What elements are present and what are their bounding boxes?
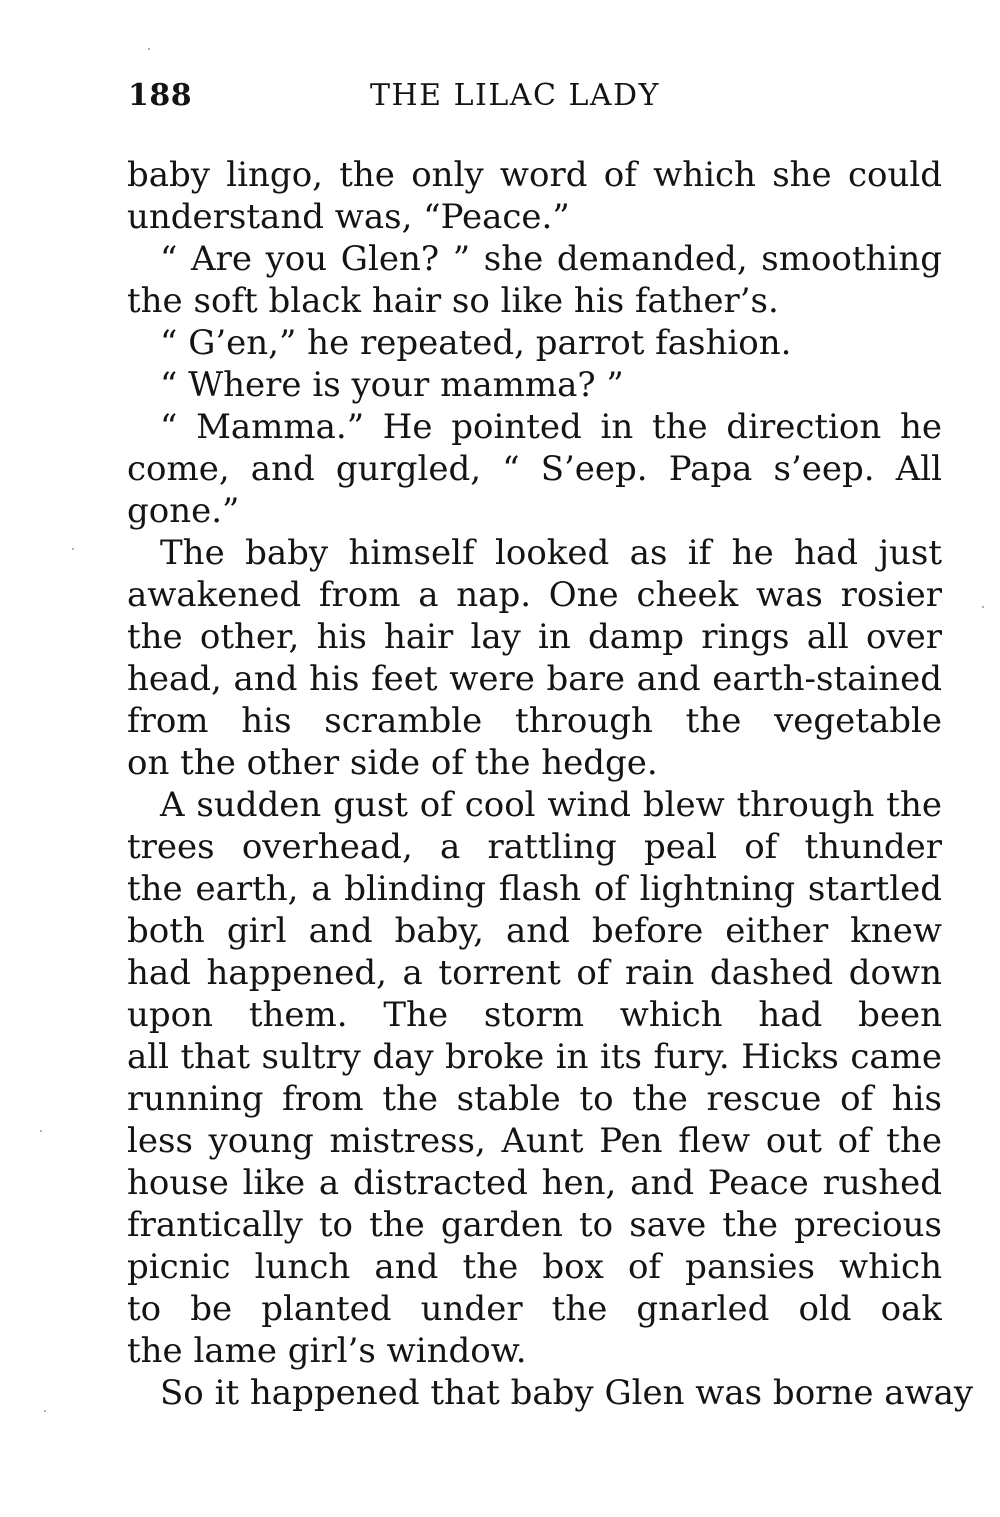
text-line: picnic lunch and the box of pansies which (127, 1247, 942, 1287)
paper-speck (44, 1410, 46, 1412)
text-line: from his scramble through the vegetable (127, 701, 942, 741)
text-line: trees overhead, a rattling peal of thunder (127, 827, 942, 867)
text-line: gone.” (127, 491, 240, 531)
text-line: both girl and baby, and before either knew (127, 911, 942, 951)
text-line: “ Where is your mamma? ” (160, 365, 624, 405)
paragraph (127, 154, 942, 238)
paragraph (127, 784, 942, 1372)
paragraph (127, 364, 942, 406)
text-line: A sudden gust of cool wind blew through the (160, 785, 942, 825)
text-line: the earth, a blinding flash of lightning startled (127, 869, 942, 909)
text-line: upon them. The storm which had been (127, 995, 942, 1035)
paragraph (127, 322, 942, 364)
text-line: on the other side of the hedge. (127, 743, 658, 783)
text-line: the lame girl’s window. (127, 1331, 527, 1371)
text-line: head, and his feet were bare and earth-stained (127, 659, 942, 699)
text-line: had happened, a torrent of rain dashed down (127, 953, 942, 993)
paper-speck (40, 1130, 42, 1132)
paper-speck (148, 48, 150, 50)
running-title: THE LILAC LADY (370, 78, 660, 113)
text-line: house like a distracted hen, and Peace rushed (127, 1163, 942, 1203)
text-line: come, and gurgled, “ S’eep. Papa s’eep. All (127, 449, 942, 489)
paper-speck (982, 606, 984, 608)
text-line: baby lingo, the only word of which she could (127, 155, 942, 195)
paragraph (127, 238, 942, 322)
text-line: awakened from a nap. One cheek was rosier (127, 575, 942, 615)
paragraph (127, 532, 942, 784)
text-line: less young mistress, Aunt Pen flew out of the (127, 1121, 942, 1161)
text-line: “ Are you Glen? ” she demanded, smoothing (160, 239, 942, 279)
paper-speck (72, 548, 74, 550)
text-line: all that sultry day broke in its fury. Hicks came (127, 1037, 942, 1077)
text-line: So it happened that baby Glen was borne away (160, 1373, 974, 1413)
paragraph (127, 406, 942, 532)
page-number: 188 (128, 78, 193, 113)
page-header (128, 78, 942, 122)
text-line: “ Mamma.” He pointed in the direction he (160, 407, 942, 447)
text-line: “ G’en,” he repeated, parrot fashion. (160, 323, 792, 363)
text-line: understand was, “Peace.” (127, 197, 570, 237)
body-text (127, 154, 974, 1414)
text-line: the other, his hair lay in damp rings all over (127, 617, 942, 657)
text-line: to be planted under the gnarled old oak (127, 1289, 942, 1329)
text-line: the soft black hair so like his father’s. (127, 281, 779, 321)
text-line: frantically to the garden to save the precious (127, 1205, 942, 1245)
text-line: running from the stable to the rescue of his (127, 1079, 942, 1119)
text-line: The baby himself looked as if he had just (160, 533, 942, 573)
paragraph (127, 1372, 974, 1414)
